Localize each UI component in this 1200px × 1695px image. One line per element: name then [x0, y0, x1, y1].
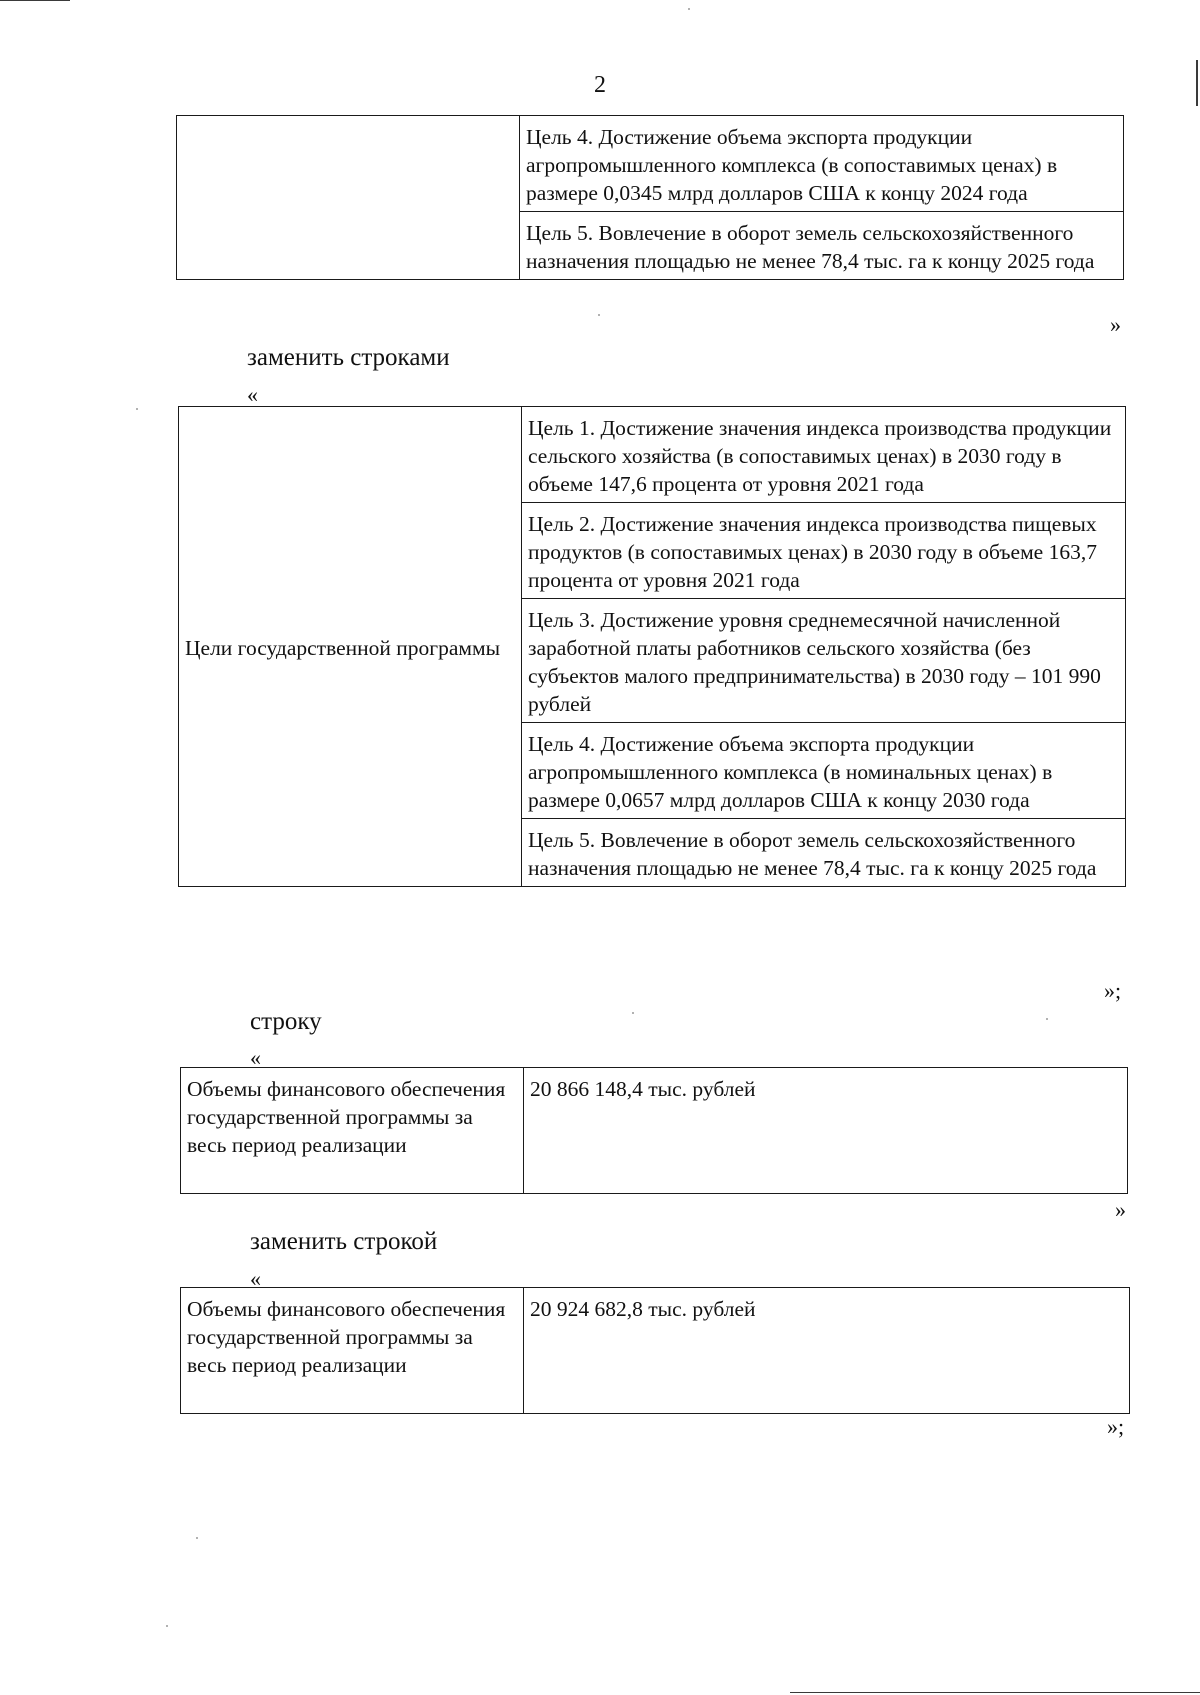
old-funding-table [180, 1067, 1128, 1194]
scan-edge-mark [1196, 60, 1198, 106]
new-goal-2: Цель 2. Достижение значения индекса производства пищевых продуктов (в сопоставимых ценах) в 2030 году в объеме 163,7 процента от уровня 2021 года [522, 503, 1126, 599]
old-goals-table [176, 115, 1124, 280]
old-goal-5: Цель 5. Вовлечение в оборот земель сельскохозяйственного назначения площадью не менее 78,4 тыс. га к концу 2025 года [520, 212, 1124, 280]
scan-speck [136, 408, 138, 410]
opening-quote: « [250, 1266, 261, 1291]
instruction-replace-row: заменить строкой [250, 1228, 438, 1255]
page-number: 2 [594, 72, 606, 98]
new-funding-table [180, 1287, 1130, 1414]
opening-quote: « [247, 382, 258, 407]
old-goals-label-cell [177, 116, 520, 280]
goals-label-cell: Цели государственной программы [179, 407, 522, 887]
scan-speck [632, 1012, 634, 1014]
scan-speck [598, 314, 600, 316]
new-goal-4: Цель 4. Достижение объема экспорта продукции агропромышленного комплекса (в номинальных ценах) в размере 0,0657 млрд долларов США к концу 2030 года [522, 723, 1126, 819]
opening-quote: « [250, 1045, 261, 1070]
closing-quote: »; [1104, 978, 1122, 1003]
funding-label-cell: Объемы финансового обеспечения государственной программы за весь период реализации [181, 1288, 524, 1414]
scan-speck [196, 1537, 198, 1539]
table-row [181, 1068, 1128, 1194]
table-row [179, 407, 1126, 503]
closing-quote: » [1110, 312, 1121, 337]
scan-speck [166, 1625, 168, 1627]
funding-value-cell: 20 866 148,4 тыс. рублей [524, 1068, 1128, 1194]
funding-label-cell: Объемы финансового обеспечения государственной программы за весь период реализации [181, 1068, 524, 1194]
new-goal-1: Цель 1. Достижение значения индекса производства продукции сельского хозяйства (в сопоставимых ценах) в 2030 году в объеме 147,6 процента от уровня 2021 года [522, 407, 1126, 503]
old-goal-4: Цель 4. Достижение объема экспорта продукции агропромышленного комплекса (в сопоставимых ценах) в размере 0,0345 млрд долларов США к концу 2024 года [520, 116, 1124, 212]
table-row [181, 1288, 1130, 1414]
new-goal-3: Цель 3. Достижение уровня среднемесячной начисленной заработной платы работников сельского хозяйства (без субъектов малого предпринимательства) в 2030 году – 101 990 рублей [522, 599, 1126, 723]
instruction-replace-rows: заменить строками [247, 344, 450, 371]
funding-value-cell: 20 924 682,8 тыс. рублей [524, 1288, 1130, 1414]
scan-speck [1046, 1018, 1048, 1020]
new-goal-5: Цель 5. Вовлечение в оборот земель сельскохозяйственного назначения площадью не менее 78,4 тыс. га к концу 2025 года [522, 819, 1126, 887]
scan-edge-mark [0, 0, 70, 1]
instruction-row: строку [250, 1008, 322, 1035]
closing-quote: »; [1107, 1414, 1125, 1439]
closing-quote: » [1115, 1197, 1126, 1222]
new-goals-table [178, 406, 1126, 887]
scan-edge-mark [790, 1692, 1200, 1693]
scan-speck [688, 8, 690, 10]
table-row [177, 116, 1124, 212]
